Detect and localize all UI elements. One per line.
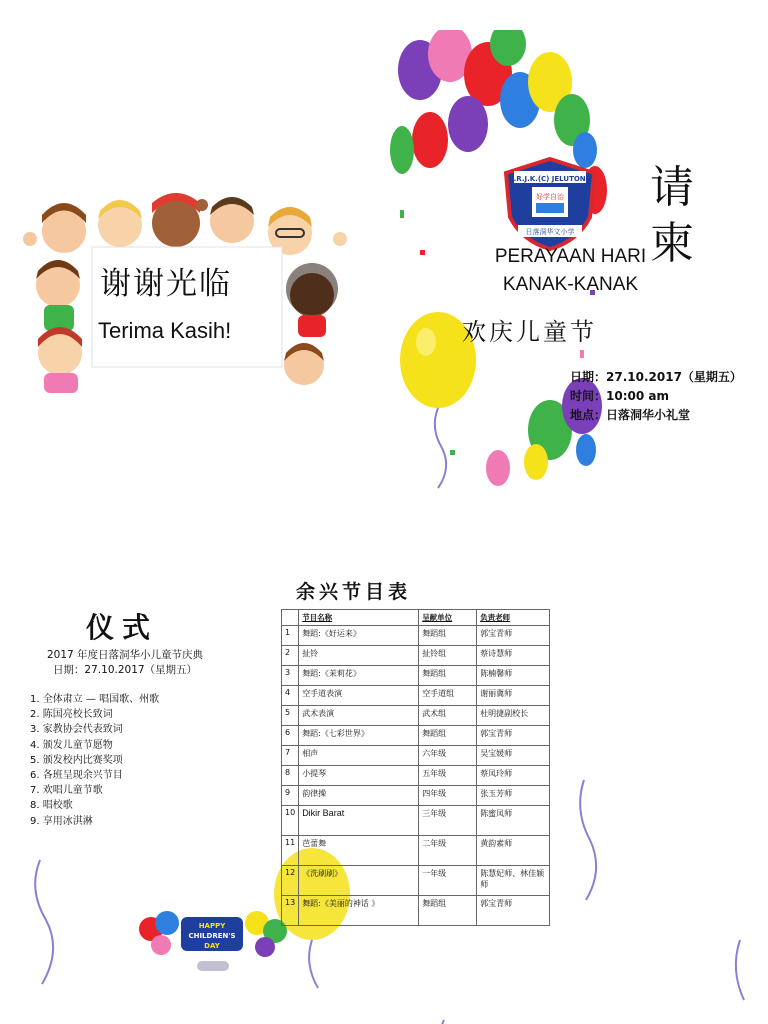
ceremony-item: 4. 颁发儿童节愿物 (30, 739, 113, 751)
table-row (282, 646, 550, 666)
row-unit: 空手道组 (419, 686, 477, 706)
table-row (282, 786, 550, 806)
badge-motto: 好学自治 (536, 193, 564, 201)
table-row (282, 706, 550, 726)
event-name-malay-line-1: PERAYAAN HARI (494, 246, 647, 267)
row-name: 舞蹈:《好运来》 (299, 626, 419, 646)
thanks-chinese-text: 谢谢光临 (100, 266, 232, 302)
event-venue: 地点：日落洞华小礼堂 (570, 408, 691, 422)
row-name: 芭蕾舞 (299, 836, 419, 866)
row-no: 10 (282, 806, 299, 836)
row-name: 小提琴 (299, 766, 419, 786)
row-name: 武术表演 (299, 706, 419, 726)
row-name: 空手道表演 (299, 686, 419, 706)
row-unit: 舞蹈组 (419, 666, 477, 686)
thanks-malay-text: Terima Kasih! (98, 318, 232, 343)
row-unit: 舞蹈组 (419, 726, 477, 746)
banner-text-2: CHILDREN'S (188, 932, 236, 940)
table-row (282, 686, 550, 706)
row-no: 12 (282, 866, 299, 896)
row-name: Dikir Barat (299, 806, 419, 836)
event-details (570, 368, 742, 425)
row-no: 13 (282, 896, 299, 926)
header-no (282, 610, 299, 626)
table-header-row (282, 610, 550, 626)
header-teacher: 负责老师 (477, 610, 550, 626)
banner-text-3: DAY (204, 942, 220, 950)
ceremony-item: 2. 陈国亮校长致词 (30, 709, 113, 721)
row-teacher: 吴宝媛师 (477, 746, 550, 766)
event-time: 时间：10:00 am (570, 389, 669, 403)
row-name: 《洗刷刷》 (299, 866, 419, 896)
programme-heading: 余兴节目表 (296, 581, 412, 603)
invitation-title-char-2: 柬 (650, 218, 694, 269)
ceremony-item: 9. 享用冰淇淋 (30, 815, 93, 827)
ceremony-heading: 仪式 (86, 611, 159, 644)
row-name: 舞蹈:《美丽的神话 》 (299, 896, 419, 926)
row-teacher: 陈楠馨师 (477, 666, 550, 686)
event-name-malay (448, 243, 693, 299)
row-unit: 武术组 (419, 706, 477, 726)
table-row (282, 726, 550, 746)
row-no: 7 (282, 746, 299, 766)
row-teacher: 黄韵素师 (477, 836, 550, 866)
ceremony-item: 8. 唱校歌 (30, 800, 73, 812)
row-teacher: 蔡诗慧师 (477, 646, 550, 666)
row-teacher: 蔡凤玲师 (477, 766, 550, 786)
table-row (282, 806, 550, 836)
kids-top-row (23, 193, 347, 255)
row-unit: 二年级 (419, 836, 477, 866)
row-no: 8 (282, 766, 299, 786)
school-badge-icon (500, 155, 600, 253)
table-row (282, 836, 550, 866)
invitation-title-char-1: 请 (650, 162, 694, 213)
row-no: 11 (282, 836, 299, 866)
table-row (282, 896, 550, 926)
badge-school-chinese: 日落洞华文小学 (525, 228, 575, 236)
row-teacher: 郭宝青师 (477, 726, 550, 746)
ceremony-subtitle-line-2: 日期：27.10.2017（星期五） (52, 664, 198, 676)
table-row (282, 626, 550, 646)
row-no: 2 (282, 646, 299, 666)
header-name: 节目名称 (299, 610, 419, 626)
row-teacher: 张玉芳师 (477, 786, 550, 806)
row-name: 舞蹈:《七彩世界》 (299, 726, 419, 746)
row-no: 6 (282, 726, 299, 746)
row-name: 相声 (299, 746, 419, 766)
row-no: 5 (282, 706, 299, 726)
table-row (282, 766, 550, 786)
ceremony-item: 5. 颁发校内比赛奖项 (30, 754, 123, 766)
row-no: 4 (282, 686, 299, 706)
childrens-day-banner (137, 905, 287, 977)
table-row (282, 866, 550, 896)
table-row (282, 666, 550, 686)
ceremony-item: 6. 各班呈现余兴节目 (30, 770, 123, 782)
row-teacher: 杜明捷副校长 (477, 706, 550, 726)
row-teacher: 谢丽冀师 (477, 686, 550, 706)
row-teacher: 郭宝青师 (477, 626, 550, 646)
row-unit: 舞蹈组 (419, 626, 477, 646)
row-unit: 扯铃组 (419, 646, 477, 666)
row-unit: 三年级 (419, 806, 477, 836)
ceremony-item: 7. 欢唱儿童节歌 (30, 785, 103, 797)
row-no: 1 (282, 626, 299, 646)
row-unit: 四年级 (419, 786, 477, 806)
event-date: 日期：27.10.2017（星期五） (570, 370, 742, 384)
banner-text-1: HAPPY (198, 922, 226, 930)
event-name-malay-line-2: KANAK-KANAK (502, 274, 639, 295)
row-unit: 一年级 (419, 866, 477, 896)
row-name: 扯铃 (299, 646, 419, 666)
row-teacher: 陈慧妃师、林佳颖师 (477, 866, 550, 896)
row-no: 9 (282, 786, 299, 806)
row-name: 韵律操 (299, 786, 419, 806)
row-unit: 舞蹈组 (419, 896, 477, 926)
row-unit: 六年级 (419, 746, 477, 766)
header-unit: 呈献单位 (419, 610, 477, 626)
table-row (282, 746, 550, 766)
event-name-chinese: 欢庆儿童节 (462, 318, 597, 346)
row-no: 3 (282, 666, 299, 686)
ceremony-item: 3. 家教协会代表致词 (30, 724, 123, 736)
row-teacher: 郭宝青师 (477, 896, 550, 926)
ceremony-item: 1. 全体肃立 — 唱国歌、州歌 (30, 694, 160, 705)
row-name: 舞蹈:《茉莉花》 (299, 666, 419, 686)
ceremony-subtitle-line-1: 2017 年度日落洞华小儿童节庆典 (46, 649, 204, 661)
programme-table (281, 609, 550, 926)
badge-school-name: S.R.J.K.(C) JELUTONG (508, 175, 592, 183)
row-teacher: 陈蜜凤师 (477, 806, 550, 836)
row-unit: 五年级 (419, 766, 477, 786)
